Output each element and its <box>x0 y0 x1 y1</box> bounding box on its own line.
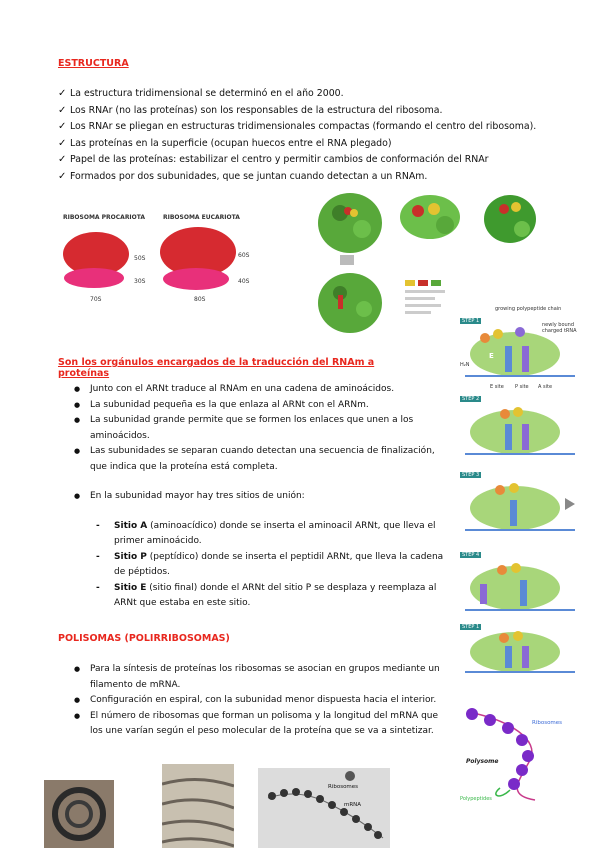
polysome-drawing <box>450 700 580 808</box>
polysome-polypeptides-label: Polypeptides <box>460 796 492 802</box>
check-icon: ✓ <box>58 137 67 149</box>
step1-chain-label: growing polypeptide chain <box>495 306 562 312</box>
step1-h2n-label: H₂N <box>460 362 470 368</box>
step-label-5: STEP 1 <box>462 624 480 630</box>
funcion-list <box>58 382 448 612</box>
list-item: ✓ Los RNAr se pliegan en estructuras tridimensionales compactas (formando el centro del ribosoma). <box>58 119 538 136</box>
check-icon: ✓ <box>58 154 67 166</box>
polisomas-list <box>58 662 448 740</box>
translation-steps-figure <box>460 306 580 676</box>
micrograph-ribosomes-label: Ribosomes <box>328 784 359 790</box>
ribosome-subunits-figure <box>58 208 308 308</box>
ribosome-structure-1 <box>318 193 382 253</box>
check-icon: ✓ <box>58 121 67 133</box>
list-item: ● Para la síntesis de proteínas los ribosomas se asocian en grupos mediante un filamento de mRNA. <box>58 662 448 693</box>
check-icon: ✓ <box>58 104 67 116</box>
sitio-e-item: - Sitio E (sitio final) donde el ARNt del sitio P se desplaza y reemplaza al ARNt que estaba en este sitio. <box>58 581 448 612</box>
check-icon: ✓ <box>58 88 67 99</box>
list-item: ✓ Papel de las proteínas: estabilizar el centro y permitir cambios de conformación del RNAr <box>58 152 538 169</box>
micrograph-mrna-label: mRNA <box>344 802 362 808</box>
euk-title: RIBOSOMA EUCARIOTA <box>163 214 240 221</box>
list-item: ● Junto con el ARNt traduce al RNAm en una cadena de aminoácidos. <box>58 382 448 398</box>
step-label-3: STEP 3 <box>462 472 480 478</box>
step1-e-label: E <box>489 352 494 360</box>
step1-asite-label: A site <box>538 384 553 390</box>
funcion-heading: Son los orgánulos encargados de la traducción del RNAm a proteínas <box>58 357 375 379</box>
list-item: ● Configuración en espiral, con la subunidad menor dispuesta hacia el interior. <box>58 693 448 709</box>
list-item: ✓ Los RNAr (no las proteínas) son los responsables de la estructura del ribosoma. <box>58 103 538 120</box>
list-item: ✓ La estructura tridimensional se determinó en el año 2000. <box>58 86 538 103</box>
list-item: ✓ Las proteínas en la superficie (ocupan huecos entre el RNA plegado) <box>58 136 538 153</box>
step5-diagram <box>460 628 580 676</box>
label-70s: 70S <box>90 296 102 303</box>
step4-diagram <box>460 558 580 620</box>
estructura-list <box>58 86 538 186</box>
polysome-label: Polysome <box>466 758 499 765</box>
list-item: ● Las subunidades se separan cuando detectan una secuencia de finalización, que indica que la proteína está completa. <box>58 444 448 475</box>
check-icon: ✓ <box>58 170 67 182</box>
label-40s: 40S <box>238 278 250 285</box>
estructura-heading: ESTRUCTURA <box>58 58 129 69</box>
step1-trna-label: newly bound charged tRNA <box>542 322 577 334</box>
sitio-p-item: - Sitio P (peptídico) donde se inserta el peptidil ARNt, que lleva la cadena de péptidos. <box>58 550 448 581</box>
ribosome-structure-3 <box>484 195 536 243</box>
step1-esite-label: E site <box>490 384 504 390</box>
label-50s: 50S <box>134 255 146 262</box>
ribosome-legend <box>405 280 445 314</box>
list-item: ✓ Formados por dos subunidades, que se juntan cuando detectan a un RNAm. <box>58 169 538 186</box>
sitio-a-item: - Sitio A (aminoacídico) donde se inserta el aminoacil ARNt, que lleva el primer aminoácido. <box>58 519 448 550</box>
step1-diagram <box>460 324 580 384</box>
polysome-figure <box>450 700 580 808</box>
label-60s: 60S <box>238 252 250 259</box>
list-item: ● El número de ribosomas que forman un polisoma y la longitud del mRNA que los une varían según el peso molecular de la proteína que se va a sintetizar. <box>58 709 448 740</box>
polysome-ribosomes-label: Ribosomes <box>532 720 563 726</box>
micrograph-polysome-drawing <box>258 768 390 848</box>
step-label-2: STEP 2 <box>462 396 480 402</box>
list-item: ● La subunidad pequeña es la que enlaza al ARNt con el ARNm. <box>58 398 448 414</box>
label-30s: 30S <box>134 278 146 285</box>
ribosome-structure-2 <box>400 195 460 239</box>
micrograph-polysome-image <box>258 768 390 848</box>
ribosome-structure-4 <box>318 273 382 333</box>
list-item: ● En la subunidad mayor hay tres sitios de unión: <box>58 489 448 505</box>
micrograph-spiral-image <box>44 780 114 848</box>
step3-diagram <box>460 478 580 540</box>
step-label-1: STEP 1 <box>462 318 480 324</box>
list-item: ● La subunidad grande permite que se formen los enlaces que unen a los aminoácidos. <box>58 413 448 444</box>
label-80s: 80S <box>194 296 206 303</box>
step-label-4: STEP 4 <box>462 552 480 558</box>
step1-psite-label: P site <box>515 384 529 390</box>
prok-title: RIBOSOMA PROCARIOTA <box>63 214 146 221</box>
micrograph-er-image <box>162 764 234 848</box>
step2-diagram <box>460 402 580 464</box>
polisomas-heading: POLISOMAS (POLIRRIBOSOMAS) <box>58 633 230 644</box>
